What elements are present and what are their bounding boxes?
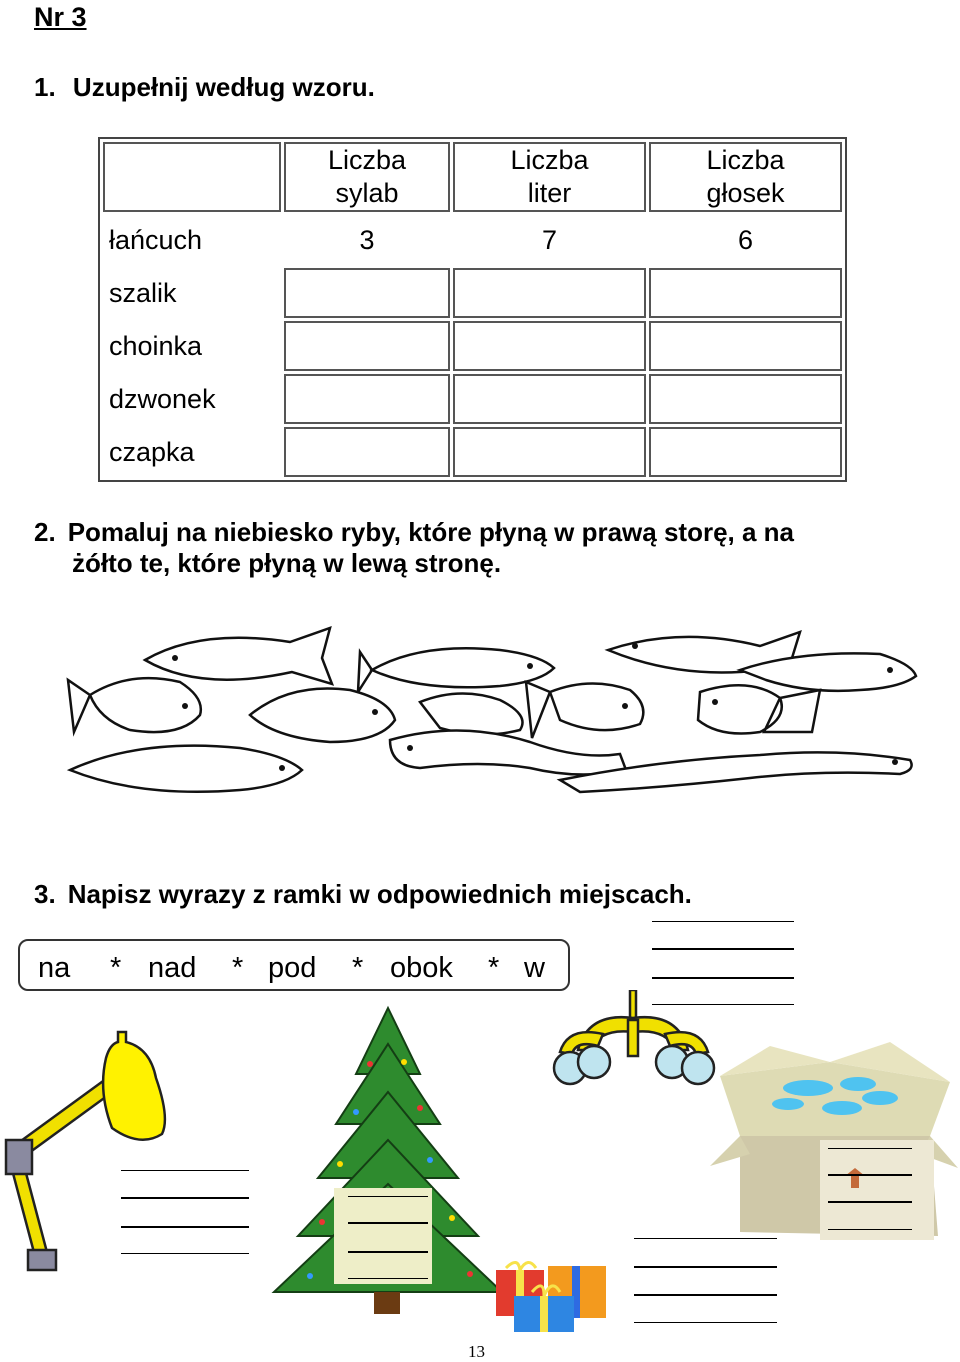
header-empty-cell — [103, 142, 281, 212]
word-box — [18, 939, 570, 991]
cell-sylab[interactable] — [284, 374, 450, 424]
header-sylab: Liczba sylab — [284, 142, 450, 212]
chandelier-icon — [548, 990, 720, 1090]
cell-liter[interactable] — [453, 427, 646, 477]
page-heading: Nr 3 — [34, 2, 87, 32]
cell-liter[interactable] — [453, 321, 646, 371]
page-number: 13 — [468, 1342, 485, 1361]
cell-liter[interactable] — [453, 268, 646, 318]
cell-glosek[interactable] — [649, 321, 842, 371]
gift-boxes-icon — [488, 1256, 630, 1336]
row-word: szalik — [103, 268, 281, 318]
cell-sylab[interactable] — [284, 268, 450, 318]
table-header-row — [103, 142, 842, 212]
word-nad: nad — [148, 952, 197, 984]
task3-number: 3. — [34, 879, 56, 909]
word-separator: * — [488, 952, 500, 984]
word-obok: obok — [390, 952, 453, 984]
cell-glosek[interactable] — [649, 268, 842, 318]
table-row — [103, 374, 842, 424]
table-row — [103, 268, 842, 318]
task1-number: 1. — [34, 72, 56, 102]
header-glosek: Liczba głosek — [649, 142, 842, 212]
christmas-tree-icon — [270, 1004, 505, 1316]
word-w: w — [524, 952, 545, 984]
word-separator: * — [232, 952, 244, 984]
row-word: łańcuch — [103, 215, 281, 265]
task1-table — [98, 137, 847, 482]
task2-instruction-line1: Pomaluj na niebiesko ryby, które płyną w prawą storę, a na — [67, 517, 794, 547]
desk-lamp-icon — [0, 1028, 175, 1278]
word-na: na — [38, 952, 71, 984]
cell-glosek[interactable] — [649, 427, 842, 477]
cardboard-box-icon — [710, 1036, 960, 1246]
word-pod: pod — [268, 952, 317, 984]
task1-title — [34, 72, 375, 103]
table-row — [103, 427, 842, 477]
fish-illustration[interactable] — [60, 620, 925, 805]
cell-glosek[interactable] — [649, 374, 842, 424]
header-liter: Liczba liter — [453, 142, 646, 212]
task3-title — [34, 879, 692, 910]
cell-glosek: 6 — [649, 215, 842, 265]
row-word: dzwonek — [103, 374, 281, 424]
word-separator: * — [352, 952, 364, 984]
table-row — [103, 215, 842, 265]
cell-liter[interactable] — [453, 374, 646, 424]
cell-sylab[interactable] — [284, 321, 450, 371]
cell-sylab: 3 — [284, 215, 450, 265]
task2-title — [34, 517, 794, 579]
task2-number: 2. — [34, 517, 56, 547]
cell-sylab[interactable] — [284, 427, 450, 477]
task2-instruction-line2: żółto te, które płyną w lewą stronę. — [72, 548, 502, 578]
table-row — [103, 321, 842, 371]
task1-instruction: Uzupełnij według wzoru. — [72, 72, 375, 102]
cell-liter: 7 — [453, 215, 646, 265]
row-word: czapka — [103, 427, 281, 477]
row-word: choinka — [103, 321, 281, 371]
word-separator: * — [110, 952, 122, 984]
task3-instruction: Napisz wyrazy z ramki w odpowiednich miejscach. — [67, 879, 692, 909]
